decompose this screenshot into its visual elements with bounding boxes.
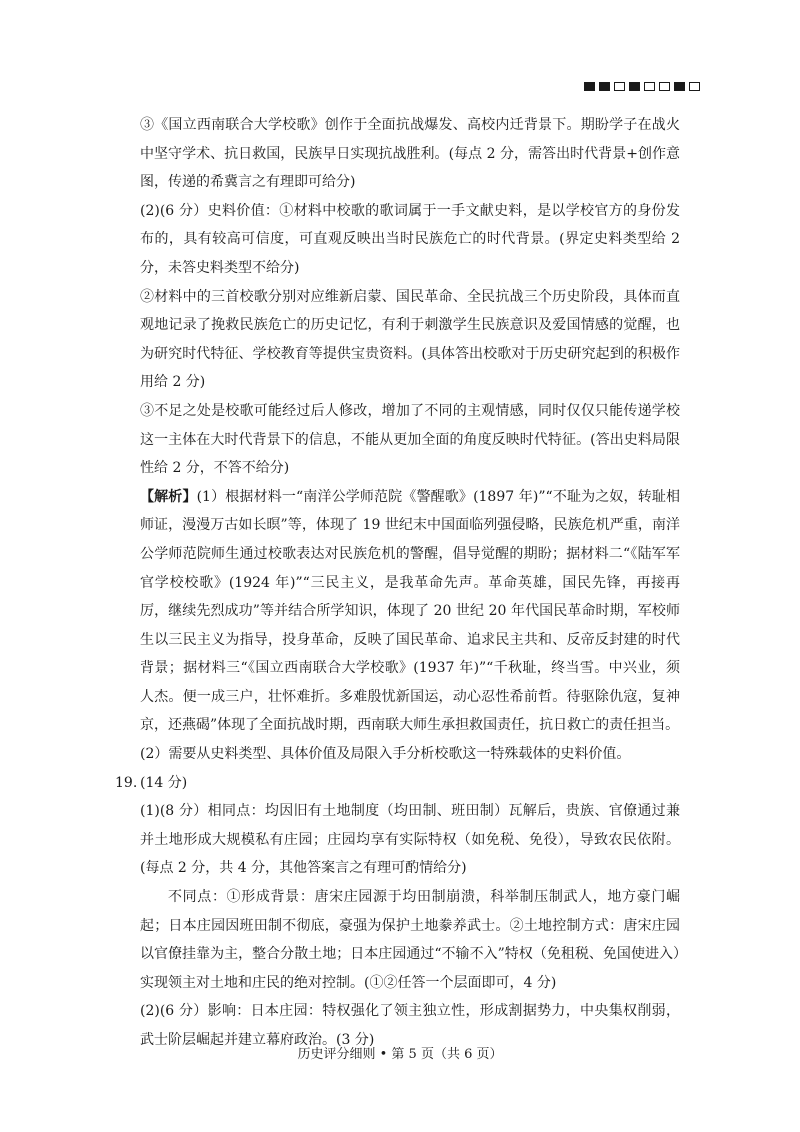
question-score: (14 分) — [140, 774, 188, 791]
empty-square-icon — [644, 82, 655, 91]
empty-square-icon — [659, 82, 670, 91]
answer-content — [115, 111, 681, 1055]
filled-square-icon — [629, 82, 640, 91]
analysis-label: 【解析】 — [140, 488, 197, 505]
answer-paragraph: ③不足之处是校歌可能经过后人修改，增加了不同的主观情感，同时仅仅只能传递学校这一主体在大时代背景下的信息，不能从更加全面的角度反映时代特征。(答出史料局限性给 2 分，不答不给分) — [140, 402, 680, 477]
empty-square-icon — [689, 82, 700, 91]
filled-square-icon — [584, 82, 595, 91]
answer-paragraph: (1)(8 分）相同点：均因旧有土地制度（均田制、班田制）瓦解后，贵族、官僚通过兼并土地形成大规模私有庄园；庄园均享有实际特权（如免税、免役），导致农民依附。(每点 2 分，共 4 分，其他答案言之有理可酌情给分) — [140, 803, 680, 877]
page-footer: 历史评分细则 • 第 5 页（共 6 页） — [297, 1047, 503, 1062]
answer-paragraph: ②材料中的三首校歌分别对应维新启蒙、国民革命、全民抗战三个历史阶段，具体而直观地记录了挽救民族危亡的历史记忆，有利于刺激学生民族意识及爱国情感的觉醒，也为研究时代特征、学校教育等提供宝贵资料。(具体答出校歌对于历史研究起到的积极作用给 2 分) — [140, 288, 680, 391]
analysis-text: (1）根据材料一“南洋公学师范院《警醒歌》(1897 年)”“不耻为之奴，转耻相师证，漫漫万古如长暝”等，体现了 19 世纪末中国面临列强侵略，民族危机严重，南洋公学师范院师生通过校歌表达对民族危机的警醒，倡导觉醒的期盼；据材料二“《陆军军官学校校歌》(1924 年)”“三民主义，是我革命先声。革命英雄，国民先锋，再接再厉，继续先烈成功”等并结合所学知识，体现了 20 世纪 20 年代国民革命时期，军校师生以三民主义为指导，投身革命，反映了国民革命、追求民主共和、反帝反封建的时代背景；据材料三“《国立西南联合大学校歌》(1937 年)”“千秋耻，终当雪。中兴业，须人杰。便一成三户，壮怀难折。多难殷忧新国运，动心忍性希前哲。待驱除仇寇，复神京，还燕碣”体现了全面抗战时期，西南联大师生承担救国责任，抗日救亡的责任担当。 — [140, 488, 681, 734]
answer-paragraph: ③《国立西南联合大学校歌》创作于全面抗战爆发、高校内迁背景下。期盼学子在战火中坚守学术、抗日救国，民族早日实现抗战胜利。(每点 2 分，需答出时代背景+创作意图，传递的希冀言之有理即可给分) — [140, 117, 680, 191]
answer-paragraph: (2）需要从史料类型、具体价值及局限入手分析校歌这一特殊载体的史料价值。 — [140, 746, 631, 763]
answer-paragraph: 不同点：①形成背景：唐宋庄园源于均田制崩溃，科举制压制武人，地方豪门崛起；日本庄园因班田制不彻底，豪强为保护土地豢养武士。②土地控制方式：唐宋庄园以官僚挂靠为主，整合分散土地；日本庄园通过“不输不入”特权（免租税、免国使进入）实现领主对土地和庄民的绝对控制。(①②任答一个层面即可，4 分) — [140, 889, 680, 991]
analysis-paragraph — [140, 483, 680, 740]
header-marks — [584, 82, 700, 91]
question-number: 19. — [115, 774, 138, 791]
question-heading — [115, 769, 680, 798]
empty-square-icon — [614, 82, 625, 91]
answer-paragraph: (2)(6 分）影响：日本庄园：特权强化了领主独立性，形成割据势力，中央集权削弱，武士阶层崛起并建立幕府政治。(3 分) — [140, 1003, 680, 1048]
answer-paragraph: (2)(6 分）史料价值：①材料中校歌的歌词属于一手文献史料，是以学校官方的身份发布的，具有较高可信度，可直观反映出当时民族危亡的时代背景。(界定史料类型给 2 分，未答史料类型不给分) — [140, 202, 680, 276]
filled-square-icon — [674, 82, 685, 91]
filled-square-icon — [599, 82, 610, 91]
